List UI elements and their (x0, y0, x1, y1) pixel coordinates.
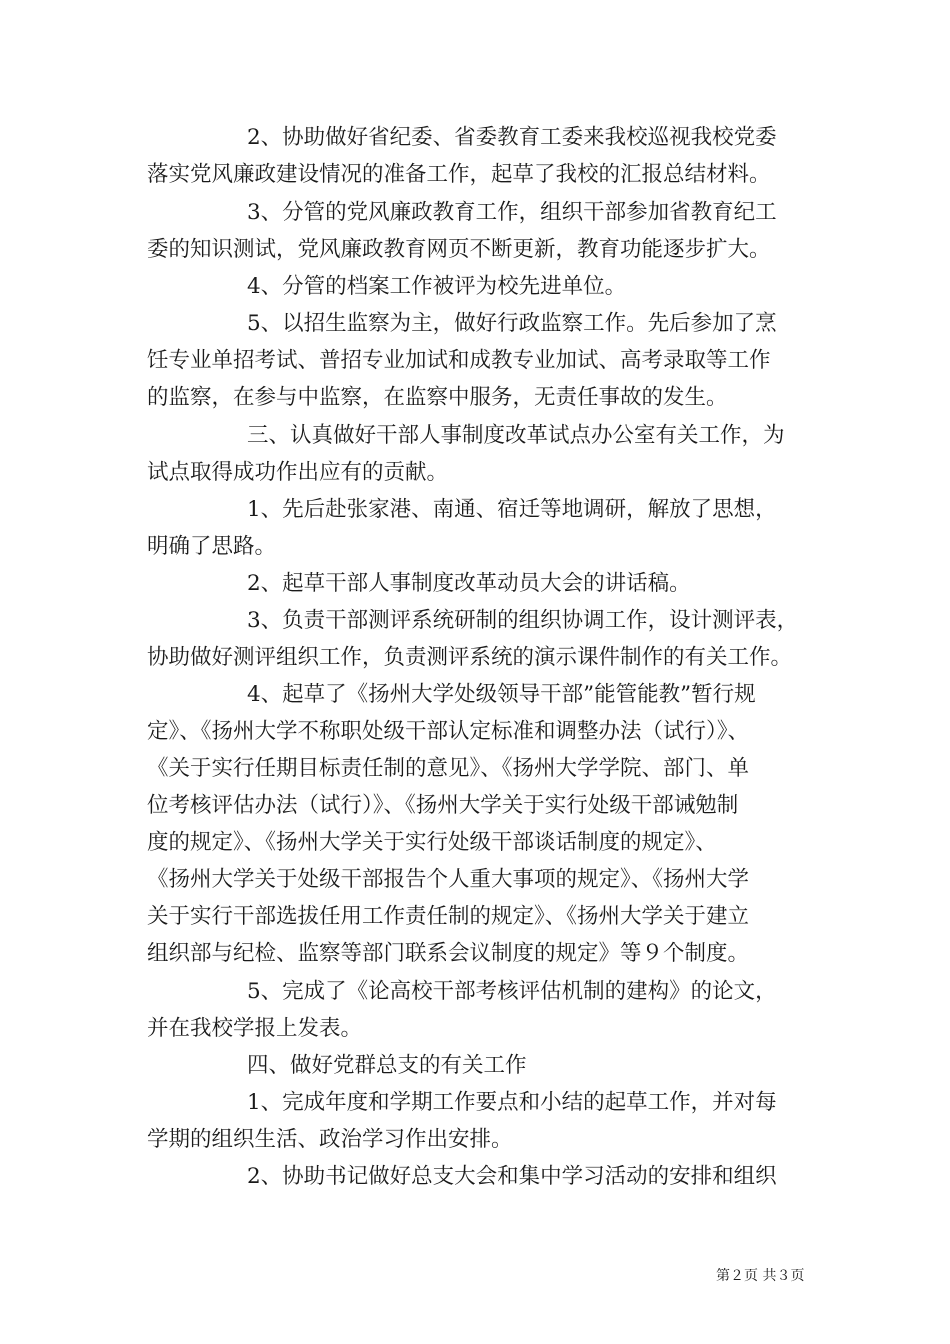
text-line: 1、完成年度和学期工作要点和小结的起草工作，并对每 (247, 1090, 777, 1115)
text-line: 度的规定》、《扬州大学关于实行处级干部谈话制度的规定》、 (147, 830, 717, 855)
text-line: 委的知识测试，党风廉政教育网页不断更新，教育功能逐步扩大。 (147, 237, 771, 262)
text-line: 并在我校学报上发表。 (147, 1016, 363, 1041)
text-line: 5、完成了《论高校干部考核评估机制的建构》的论文， (247, 979, 777, 1004)
text-line: 学期的组织生活、政治学习作出安排。 (147, 1127, 513, 1152)
text-line: 2、协助做好省纪委、省委教育工委来我校巡视我校党委 (247, 125, 777, 150)
text-line: 5、以招生监察为主，做好行政监察工作。先后参加了烹 (247, 311, 777, 336)
text-line: 4、分管的档案工作被评为校先进单位。 (247, 274, 627, 299)
text-line: 明确了思路。 (147, 534, 277, 559)
text-line: 《扬州大学关于处级干部报告个人重大事项的规定》、《扬州大学 (147, 867, 750, 892)
text-line: 的监察，在参与中监察，在监察中服务，无责任事故的发生。 (147, 385, 728, 410)
text-line: 3、分管的党风廉政教育工作，组织干部参加省教育纪工 (247, 200, 777, 225)
section-heading: 三、认真做好干部人事制度改革试点办公室有关工作，为 (247, 423, 785, 448)
text-line: 关于实行干部选拔任用工作责任制的规定》、《扬州大学关于建立 (147, 904, 750, 929)
section-heading: 四、做好党群总支的有关工作 (247, 1053, 527, 1078)
text-line: 1、先后赴张家港、南通、宿迁等地调研，解放了思想， (247, 497, 777, 522)
text-line: 3、负责干部测评系统研制的组织协调工作，设计测评表， (247, 608, 799, 633)
text-line: 组织部与纪检、监察等部门联系会议制度的规定》等９个制度。 (147, 941, 750, 966)
text-line: 4、起草了《扬州大学处级领导干部”能管能教”暂行规 (247, 682, 756, 707)
text-line: 2、起草干部人事制度改革动员大会的讲话稿。 (247, 571, 691, 596)
page-number-footer: 第２页 共３页 (716, 1268, 805, 1284)
text-line: 饪专业单招考试、普招专业加试和成教专业加试、高考录取等工作 (147, 348, 771, 373)
text-line: 位考核评估办法（试行）》、《扬州大学关于实行处级干部诫勉制 (147, 793, 739, 818)
text-line: 定》、《扬州大学不称职处级干部认定标准和调整办法（试行）》、 (147, 719, 750, 744)
text-line: 试点取得成功作出应有的贡献。 (147, 460, 449, 485)
text-line: 协助做好测评组织工作，负责测评系统的演示课件制作的有关工作。 (147, 645, 793, 670)
text-line: 2、协助书记做好总支大会和集中学习活动的安排和组织 (247, 1164, 777, 1189)
text-line: 落实党风廉政建设情况的准备工作，起草了我校的汇报总结材料。 (147, 162, 771, 187)
text-line: 《关于实行任期目标责任制的意见》、《扬州大学学院、部门、单 (147, 756, 750, 781)
